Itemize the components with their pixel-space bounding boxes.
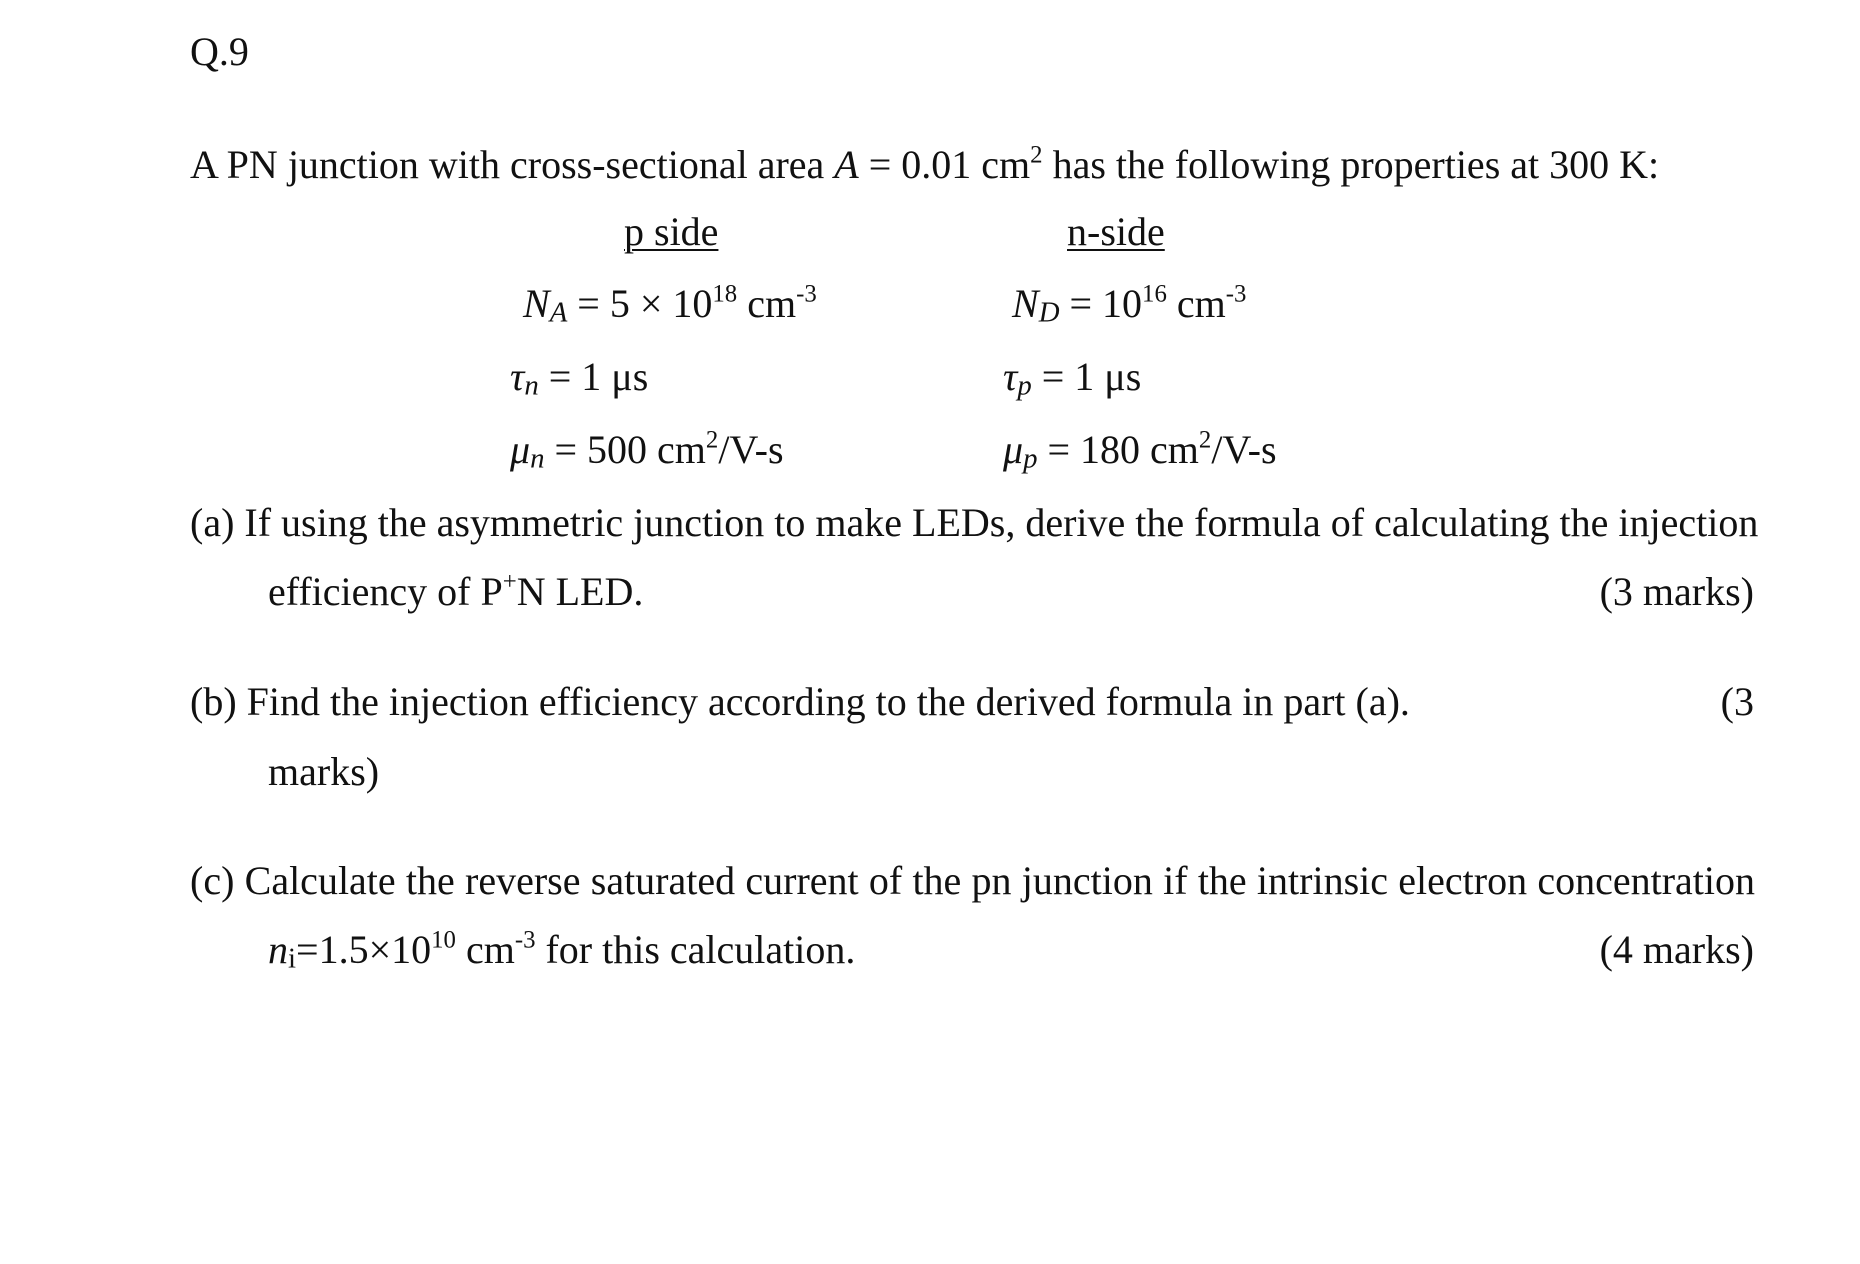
doping-value: = 5 × 10 (567, 281, 713, 326)
part-a-plus-superscript: + (502, 568, 517, 596)
mobility-exponent: 2 (1198, 426, 1212, 454)
lifetime-value: = 1 μs (538, 354, 649, 399)
part-a-line2-pre: efficiency of P (268, 569, 503, 614)
n-side-mobility (1003, 426, 1277, 475)
lifetime-symbol: τ (1003, 354, 1018, 399)
part-c-subscript: i (288, 942, 297, 975)
part-c-exponent: 10 (431, 926, 456, 954)
intro-area-var: A (834, 142, 859, 187)
intro-pre: A PN junction with cross-sectional area (190, 142, 835, 187)
part-c-marks: (4 marks) (1599, 927, 1754, 972)
part-a-line1: (a) If using the asymmetric junction to make LEDs, derive the formula of calculating the injection (190, 500, 1759, 545)
part-c-symbol: n (268, 927, 288, 972)
part-a-line2-post: N LED. (516, 569, 644, 614)
part-c-line2 (268, 926, 856, 975)
p-side-lifetime (510, 354, 649, 402)
doping-unit: cm (737, 281, 797, 326)
part-b-line1: (b) Find the injection efficiency according to the derived formula in part (a). (190, 679, 1410, 724)
n-side-lifetime (1003, 354, 1142, 402)
doping-subscript: D (1038, 296, 1060, 329)
mobility-exponent: 2 (705, 426, 719, 454)
question-number: Q.9 (190, 29, 249, 74)
mobility-subscript: n (530, 442, 545, 475)
part-b-marks-start: (3 (1720, 679, 1754, 724)
mobility-unit: /V-s (718, 427, 784, 472)
lifetime-subscript: p (1017, 369, 1032, 402)
part-b-marks-end: marks) (268, 749, 380, 794)
intro-mid: = 0.01 cm (858, 142, 1031, 187)
intro-exp: 2 (1030, 141, 1043, 169)
doping-exponent: 16 (1142, 280, 1167, 308)
question-intro (190, 141, 1660, 187)
part-a-marks: (3 marks) (1599, 569, 1754, 614)
n-side-header: n-side (1067, 209, 1165, 254)
mobility-value: = 500 cm (544, 427, 706, 472)
p-side-header: p side (624, 209, 719, 254)
doping-unit: cm (1166, 281, 1226, 326)
doping-exponent: 18 (712, 280, 738, 308)
part-a-line2 (268, 568, 644, 614)
lifetime-value: = 1 μs (1031, 354, 1142, 399)
doping-subscript: A (549, 296, 568, 329)
intro-post: has the following properties at 300 K: (1042, 142, 1660, 187)
doping-symbol: N (1012, 281, 1039, 326)
mobility-unit: /V-s (1211, 427, 1277, 472)
mobility-value: = 180 cm (1037, 427, 1199, 472)
doping-value: = 10 (1059, 281, 1143, 326)
doping-unit-exponent: -3 (1225, 280, 1247, 308)
part-c-line1: (c) Calculate the reverse saturated current of the pn junction if the intrinsic electron concentration (190, 858, 1755, 903)
mobility-subscript: p (1023, 442, 1038, 475)
lifetime-subscript: n (524, 369, 539, 402)
part-c-value: =1.5×10 (296, 927, 432, 972)
p-side-mobility (510, 426, 784, 475)
part-c-unit-exponent: -3 (514, 926, 536, 954)
part-c-post: for this calculation. (535, 927, 856, 972)
part-c-unit: cm (455, 927, 515, 972)
mobility-symbol: μ (1003, 427, 1024, 472)
lifetime-symbol: τ (510, 354, 525, 399)
p-side-doping (523, 280, 817, 329)
doping-symbol: N (523, 281, 550, 326)
mobility-symbol: μ (510, 427, 531, 472)
n-side-doping (1012, 280, 1247, 329)
doping-unit-exponent: -3 (796, 280, 817, 308)
